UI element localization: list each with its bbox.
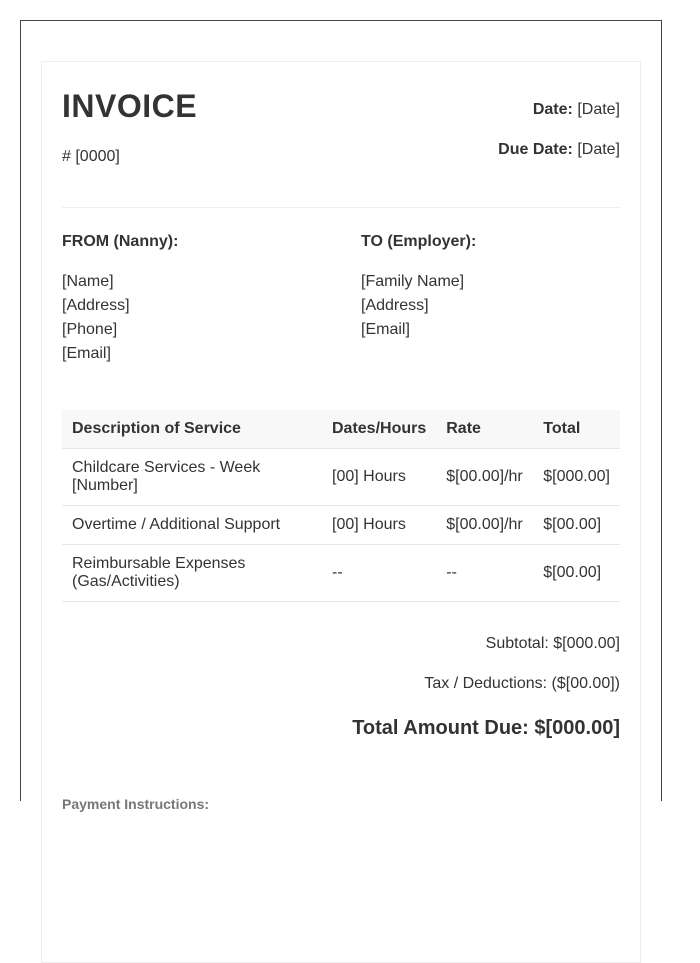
- row-rate: $[00.00]/hr: [436, 449, 533, 506]
- invoice-summary: [352, 634, 620, 740]
- row-total: $[000.00]: [533, 449, 620, 506]
- due-date-value: [Date]: [577, 141, 620, 158]
- row-description: Overtime / Additional Support: [62, 506, 322, 545]
- due-date-label: Due Date:: [498, 141, 573, 158]
- date-value: [Date]: [577, 101, 620, 118]
- from-phone: [Phone]: [62, 321, 118, 338]
- table-row: [62, 449, 620, 506]
- tax-deductions-line: Tax / Deductions: ($[00.00]): [424, 675, 620, 692]
- table-row: [62, 506, 620, 545]
- date-label: Date:: [532, 101, 573, 118]
- invoice-dates: [498, 100, 620, 180]
- document-viewport[interactable]: [20, 20, 662, 812]
- from-email: [Email]: [62, 345, 111, 362]
- subtotal-line: Subtotal: $[000.00]: [485, 635, 620, 652]
- header-rate: Rate: [436, 410, 533, 449]
- from-name: [Name]: [62, 273, 114, 290]
- from-section: [62, 230, 178, 366]
- to-address: [Address]: [361, 297, 429, 314]
- to-section: [361, 230, 476, 342]
- row-description: Childcare Services - Week [Number]: [62, 449, 322, 506]
- row-hours: [00] Hours: [322, 506, 436, 545]
- row-description: Reimbursable Expenses (Gas/Activities): [62, 545, 322, 602]
- to-family-name: [Family Name]: [361, 273, 465, 290]
- due-date-row: [498, 140, 620, 180]
- header-dates-hours: Dates/Hours: [322, 410, 436, 449]
- to-email: [Email]: [361, 321, 410, 338]
- header-description: Description of Service: [62, 410, 322, 449]
- invoice-title: INVOICE: [62, 88, 198, 124]
- from-heading: FROM (Nanny):: [62, 233, 179, 250]
- from-address: [Address]: [62, 297, 130, 314]
- table-header-row: [62, 410, 620, 449]
- row-rate: $[00.00]/hr: [436, 506, 533, 545]
- row-total: $[00.00]: [533, 506, 620, 545]
- invoice-page: [41, 61, 641, 963]
- total-amount-due: Total Amount Due: $[000.00]: [352, 717, 620, 739]
- row-rate: --: [436, 545, 533, 602]
- payment-instructions-label: Payment Instructions:: [62, 796, 210, 812]
- row-hours: [00] Hours: [322, 449, 436, 506]
- to-heading: TO (Employer):: [361, 233, 477, 250]
- header-divider: [62, 207, 620, 208]
- row-total: $[00.00]: [533, 545, 620, 602]
- date-row: [498, 100, 620, 140]
- table-row: [62, 545, 620, 602]
- row-hours: --: [322, 545, 436, 602]
- services-table: [62, 410, 620, 602]
- header-total: Total: [533, 410, 620, 449]
- invoice-number: # [0000]: [62, 148, 120, 165]
